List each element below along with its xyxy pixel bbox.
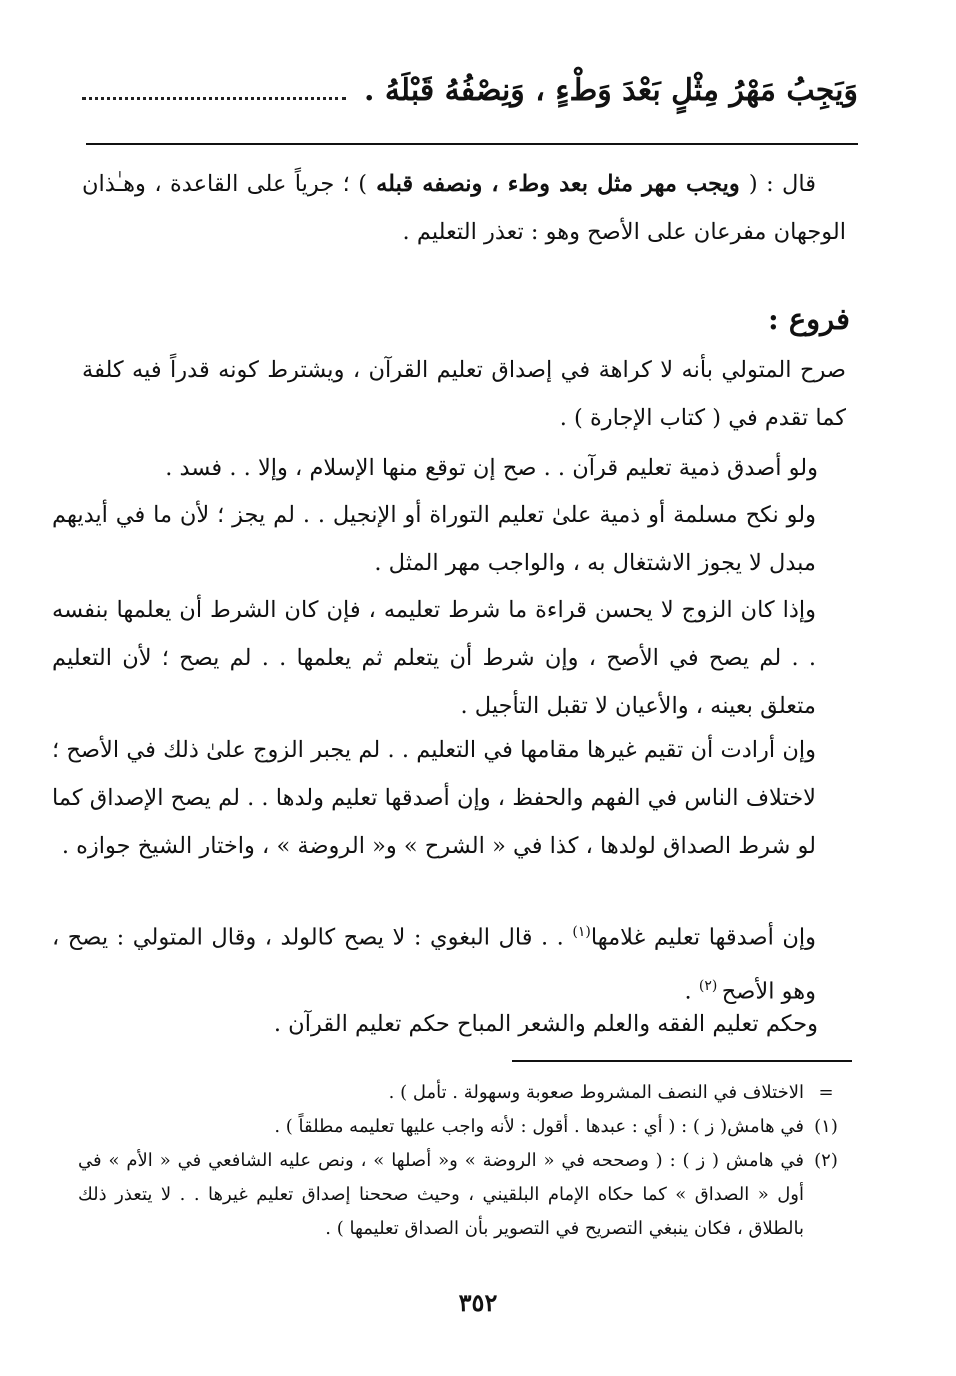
footnote-rule: [512, 1060, 852, 1062]
para1-prefix: قال : (: [748, 171, 817, 197]
footnote-mark: (١): [814, 1116, 838, 1137]
branch-paragraph-2: ولو أصدق ذمية تعليم قرآن . . صح إن توقع منها الإسلام ، وإلا . . فسد .: [165, 455, 818, 481]
branch-paragraph-7: وحكم تعليم الفقه والعلم والشعر المباح حكم تعليم القرآن .: [273, 1011, 818, 1037]
footnote-ref-2: (٢): [698, 977, 722, 994]
para1-quote: ويجب مهر مثل بعد وطء ، ونصفه قبله: [367, 171, 749, 197]
para7-part-c: .: [684, 978, 699, 1004]
branch-paragraph-5: وإن أرادت أن تقيم غيرها مقامها في التعليم . . لم يجبر الزوج علىٰ ذلك في الأصح ؛ لاختلاف الناس في الفهم والحفظ ، وإن أصدقها تعليم ولدها . . لم يصح الإصداق كما لو شرط الصداق لولدها ، كذا في « الشرح » و« الروضة » ، واختار الشيخ جوازه .: [52, 737, 816, 859]
commentary-paragraph: [82, 160, 846, 256]
footnote-item: [78, 1076, 848, 1110]
footnote-ref-1: (١): [572, 924, 591, 940]
para7-part-a: وإن أصدقها تعليم غلامها: [590, 924, 817, 951]
dotted-leader: [82, 97, 346, 100]
footnote-text: في هامش ( ز ) : ( وصححه في « الروضة » و« أصلها » ، ونص عليه الشافعي في « الأم » في أول « الصداق » كما حكاه الإمام البلقيني ، وحيث صححنا إصداق تعليم غيرها . . لا يتعذر ذلك بالطلاق ، فكان ينبغي التصريح في التصوير بأن الصداق تعليمها ) .: [78, 1150, 804, 1239]
matn-text: وَيَجِبُ مَهْرُ مِثْلٍ بَعْدَ وَطْءٍ ، وَنِصْفُهُ قَبْلَهُ .: [363, 72, 858, 108]
branch-paragraph-3: ولو نكح مسلمة أو ذمية علىٰ تعليم التوراة أو الإنجيل . . لم يجز ؛ لأن ما في أيديهم مبدل لا يجوز الاشتغال به ، والواجب مهر المثل .: [52, 502, 816, 576]
para1-suffix: ) ؛ جرياً على القاعدة ، وهـٰذان الوجهان مفرعان على الأصح وهو : تعذر التعليم .: [82, 171, 846, 245]
matn-line: [82, 58, 858, 122]
footnote-text: الاختلاف في النصف المشروط صعوبة وسهولة . تأمل ) .: [388, 1082, 804, 1103]
footnote-item: [78, 1110, 848, 1144]
footnotes: [78, 1076, 848, 1246]
branch-paragraph-1: صرح المتولي بأنه لا كراهة في إصداق تعليم القرآن ، ويشترط كونه قدراً فيه كلفة كما تقدم في ( كتاب الإجارة ) .: [82, 357, 846, 431]
header-rule: [86, 143, 858, 145]
section-heading: فروع :: [768, 302, 850, 336]
footnote-text: في هامش( ز ) : ( أي : عبدها . أقول : لأنه واجب عليها تعليمه مطلقاً ) .: [274, 1116, 804, 1137]
footnote-item: [78, 1144, 848, 1246]
footnote-mark: (٢): [814, 1150, 838, 1171]
para7-part-b: . . قال البغوي : لا يصح كالولد ، وقال المتولي : يصح ، وهو الأصح: [52, 924, 816, 1004]
branch-paragraph-4: وإذا كان الزوج لا يحسن قراءة ما شرط تعليمه ، فإن كان الشرط أن يعلمها بنفسه . . لم يصح في الأصح ، وإن شرط أن يتعلم ثم يعلمها . . لم يصح ؛ لأن التعليم متعلق بعينه ، والأعيان لا تقبل التأجيل .: [52, 597, 816, 719]
footnote-mark: =: [818, 1082, 834, 1103]
branch-paragraph-6: [52, 908, 846, 1015]
page-number: ٣٥٢: [458, 1288, 498, 1317]
